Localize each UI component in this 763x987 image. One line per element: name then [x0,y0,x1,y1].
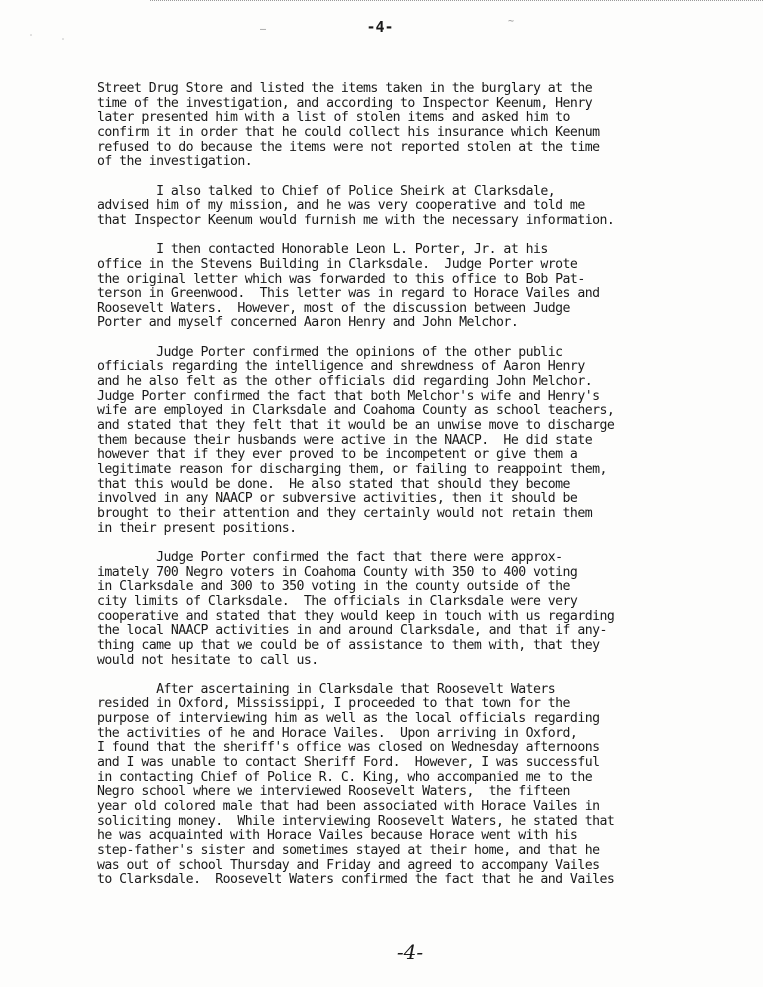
paragraph-gap [97,536,742,551]
text-line: that Inspector Keenum would furnish me with the necessary information. [97,212,615,228]
text-line: and he also felt as the other officials did regarding John Melchor. [97,374,593,390]
text-line: that this would be done. He also stated that should they become [97,476,570,492]
handwritten-page-number: -4- [396,940,424,964]
text-line: in contacting Chief of Police R. C. King, who accompanied me to the [97,769,593,785]
text-line: brought to their attention and they certainly would not retain them [97,505,593,521]
text-line: I then contacted Honorable Leon L. Porter, Jr. at his [97,242,548,258]
paragraph [97,346,742,537]
text-line: officials regarding the intelligence and shrewdness of Aaron Henry [97,359,585,375]
text-line: was out of school Thursday and Friday and agreed to accompany Vailes [97,857,600,873]
margin-mark: ˙ [60,38,67,49]
text-line: them because their husbands were active in the NAACP. He did state [97,432,593,448]
text-line: the original letter which was forwarded to this office to Bob Pat- [97,271,585,287]
text-line: to Clarksdale. Roosevelt Waters confirmed the fact that he and Vailes [97,872,615,888]
document-body [97,82,742,888]
text-line: in their present positions. [97,520,297,536]
paragraph-gap [97,229,742,244]
text-line: in Clarksdale and 300 to 350 voting in the county outside of the [97,579,570,595]
text-line: Judge Porter confirmed the fact that both Melchor's wife and Henry's [97,388,600,404]
paragraph-gap [97,668,742,683]
text-line: I also talked to Chief of Police Sheirk at Clarksdale, [97,183,556,199]
text-line: After ascertaining in Clarksdale that Roosevelt Waters [97,681,556,697]
text-line: terson in Greenwood. This letter was in regard to Horace Vailes and [97,286,600,302]
text-line: refused to do because the items were not reported stolen at the time [97,139,600,155]
text-line: imately 700 Negro voters in Coahoma County with 350 to 400 voting [97,564,578,580]
text-line: he was acquainted with Horace Vailes because Horace went with his [97,828,578,844]
page-number-top: -4- [366,18,394,36]
text-line: Street Drug Store and listed the items taken in the burglary at the [97,81,593,96]
text-line: however that if they ever proved to be incompetent or give them a [97,447,578,463]
text-line: wife are employed in Clarksdale and Coahoma County as school teachers, [97,403,615,419]
text-line: Judge Porter confirmed the fact that there were approx- [97,549,563,565]
text-line: time of the investigation, and according to Inspector Keenum, Henry [97,95,593,111]
text-line: involved in any NAACP or subversive activities, then it should be [97,491,578,507]
pencil-mark: — [260,24,267,35]
text-line: cooperative and stated that they would keep in touch with us regarding [97,608,615,624]
text-line: and I was unable to contact Sheriff Ford. However, I was successful [97,755,600,771]
text-line: Porter and myself concerned Aaron Henry and John Melchor. [97,315,519,331]
pencil-mark: ~ [508,16,515,27]
paragraph [97,551,742,668]
top-dotted-border [150,0,763,1]
text-line: and stated that they felt that it would be an unwise move to discharge [97,418,615,434]
text-line: advised him of my mission, and he was very cooperative and told me [97,198,585,214]
text-line: legitimate reason for discharging them, or failing to reappoint them, [97,462,607,478]
text-line: year old colored male that had been associated with Horace Vailes in [97,799,600,815]
text-line: the activities of he and Horace Vailes. Upon arriving in Oxford, [97,725,578,741]
text-line: Judge Porter confirmed the opinions of the other public [97,344,563,360]
text-line: soliciting money. While interviewing Roosevelt Waters, he stated that [97,813,615,829]
text-line: of the investigation. [97,154,253,170]
text-line: city limits of Clarksdale. The officials in Clarksdale were very [97,593,578,609]
paragraph [97,82,742,170]
margin-mark: ˙ [28,34,35,45]
text-line: would not hesitate to call us. [97,652,319,668]
paragraph [97,185,742,229]
paragraph [97,683,742,888]
text-line: resided in Oxford, Mississippi, I proceeded to that town for the [97,696,570,712]
text-line: I found that the sheriff's office was closed on Wednesday afternoons [97,740,600,756]
paragraph-gap [97,170,742,185]
text-line: Roosevelt Waters. However, most of the discussion between Judge [97,300,570,316]
text-line: the local NAACP activities in and around Clarksdale, and that if any- [97,623,607,639]
text-line: later presented him with a list of stolen items and asked him to [97,110,570,126]
paragraph [97,243,742,331]
text-line: confirm it in order that he could collect his insurance which Keenum [97,124,600,140]
paragraph-gap [97,331,742,346]
text-line: office in the Stevens Building in Clarksdale. Judge Porter wrote [97,256,578,272]
text-line: thing came up that we could be of assistance to them with, that they [97,637,600,653]
text-line: purpose of interviewing him as well as the local officials regarding [97,711,600,727]
text-line: Negro school where we interviewed Roosevelt Waters, the fifteen [97,784,570,800]
text-line: step-father's sister and sometimes stayed at their home, and that he [97,843,600,859]
